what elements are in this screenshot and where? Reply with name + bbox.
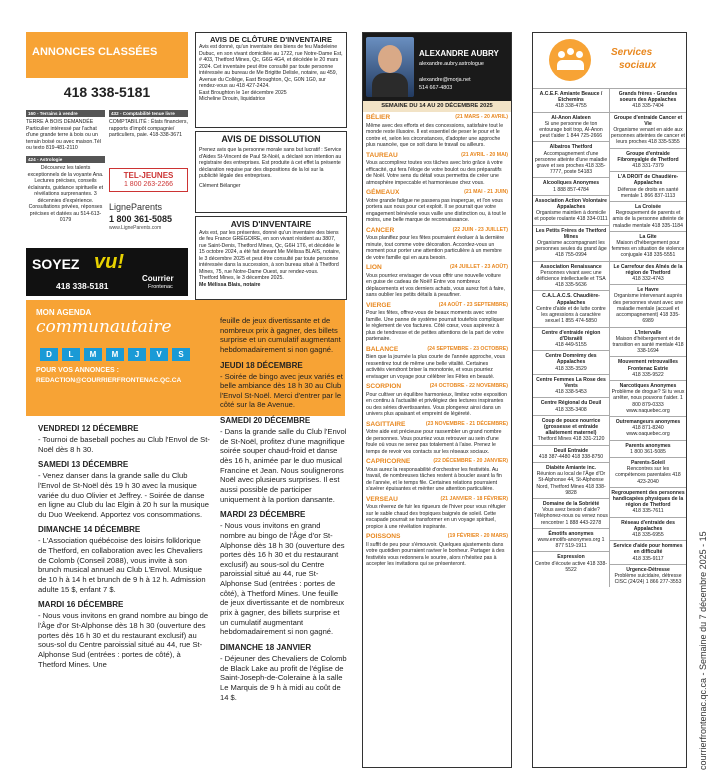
- service-item: [610, 541, 686, 565]
- sign-entry: [366, 227, 508, 262]
- notice-inventaire-title: AVIS D'INVENTAIRE: [230, 219, 312, 229]
- sign-entry: [366, 114, 508, 149]
- sign-entry: [366, 302, 508, 343]
- sign-name: BALANCE: [366, 345, 399, 353]
- service-body: 418 449-5155: [555, 341, 587, 348]
- sign-date: (21 JANVIER - 18 FÉVRIER): [440, 495, 508, 502]
- service-body: 418 335-7404: [632, 103, 664, 110]
- soyez-text: SOYEZ: [32, 256, 80, 272]
- services-title-1: Services: [611, 47, 653, 58]
- service-item: [533, 375, 609, 399]
- agenda-column-1: [38, 418, 210, 768]
- service-item: [533, 262, 609, 292]
- sign-text: Même avec des efforts et des concessions, satisfaire tout le monde reste illusoire. Il est essentiel de peser le pour et le contre et, selon les circonstances, d'adopter une approche plus nuancée, que ce soit dans le travail ou ailleurs.: [366, 122, 504, 149]
- service-item: [533, 328, 609, 352]
- agenda-event: - Soirée de bingo avec jeux variés et belle ambiance dès 18 h 30 au Club l'Envol St-Noël. Merci d'entrer par le côté sur la 8e Avenue.: [220, 371, 343, 410]
- sign-name: POISSONS: [366, 533, 401, 541]
- category-432-text: COMPTABILITÉ : États financiers, rapports d'impôt compagnie/ particuliers, paie. 418-338-3671: [109, 119, 188, 139]
- service-body: 418 335-9117: [632, 555, 664, 562]
- service-title: Narcotiques Anonymes: [619, 382, 677, 389]
- service-body: 418 332-4743: [632, 276, 664, 283]
- weekday-s: S: [172, 348, 190, 361]
- service-item: [610, 202, 686, 232]
- agenda-event: - L'Association québécoise des loisirs folklorique de Thetford, en collaboration avec les Chevaliers de Colomb (Conseil 2088), vous invite à son brunch musical annuel au Club L'Envol. Musique de 10 h à 14 h et brunch de 9 h à 12 h. Admission adulte 15 $, enfant 7 $.: [38, 536, 206, 594]
- notice-inventaire-date: Thetford Mines, le 3 décembre 2025.: [199, 275, 284, 282]
- sign-text: Vous aurez la responsabilité d'orchestrer les festivités. Au travail, de nombreuses tâches restent à boucler avant la fin de l'année, et le temps file. Certaines relations pourraient s'avérer épuisantes et mériter une attention particulière.: [366, 466, 502, 493]
- service-item: [610, 441, 686, 458]
- sign-date: (24 AOÛT - 23 SEPTEMBRE): [438, 301, 508, 308]
- service-body: 1 888 857-4784: [553, 186, 589, 193]
- notice-cloture-sign: Micheline Drouin, liquidatrice: [199, 96, 266, 103]
- service-title: Diabète Amiante inc.: [546, 464, 596, 471]
- services-section: [532, 32, 687, 768]
- service-item: [610, 488, 686, 518]
- sign-text: Pour cultiver un équilibre harmonieux, limitez votre exposition en continu à l'actualité et privilégiez des lectures inspirantes ou des séries divertissantes. Vous plongerez ainsi dans un univers plus apaisant et empreint de légèreté.: [366, 391, 507, 418]
- service-item: [533, 529, 609, 553]
- service-item: [610, 113, 686, 149]
- sign-date: (23 NOVEMBRE - 21 DÉCEMBRE): [425, 420, 508, 427]
- service-title: Association Renaissance: [540, 263, 602, 270]
- service-title: Coup de pouce nourrice (grossesse et entraide allaitement maternel): [541, 417, 601, 437]
- agenda-date: SAMEDI 20 DÉCEMBRE: [220, 416, 311, 426]
- horoscope-list: [363, 112, 511, 570]
- service-body: 418 335-9522: [632, 371, 664, 378]
- category-432-label: 432 - Comptabilité tenue livre: [109, 110, 188, 118]
- sign-date: (22 DÉCEMBRE - 20 JANVIER): [433, 458, 508, 465]
- service-title: Urgence-Détresse: [626, 566, 670, 573]
- service-body: 418 387-4480 418 338-8750: [538, 453, 604, 460]
- service-item: [610, 262, 686, 286]
- service-body: 418 338-5453: [555, 389, 587, 396]
- service-item: [533, 196, 609, 226]
- astrologer-name: ALEXANDRE AUBRY: [419, 49, 499, 58]
- service-body: Organisme maintien à domicile et popote roulante 418 334-0111: [534, 210, 608, 223]
- service-item: [533, 463, 609, 499]
- service-title: L'Intervalle: [634, 329, 662, 336]
- sign-name: BÉLIER: [366, 114, 391, 122]
- tel-jeunes-title: TEL-JEUNES: [123, 170, 174, 180]
- sign-date: (21 AVRIL - 20 MAI): [461, 151, 508, 158]
- tel-jeunes-box: [109, 168, 188, 193]
- notice-inventaire: [195, 216, 347, 300]
- sign-name: CANCER: [366, 226, 395, 234]
- agenda-date: VENDREDI 12 DÉCEMBRE: [38, 424, 139, 433]
- agenda-email[interactable]: REDACTION@COURRIERFRONTENAC.QC.CA: [36, 377, 182, 384]
- weekday-l: L: [62, 348, 80, 361]
- service-item: [533, 142, 609, 178]
- service-title: Groupe d'entraide Fibromyalgie de Thetford: [617, 150, 679, 163]
- service-title: Centre d'entraide région d'Disraëli: [541, 329, 601, 342]
- agenda-event: - Venez danser dans la grande salle du Club l'Envol de St-Noël dès 19 h 30 avec la musique variée du duo Olivier et Jeffrey. - Soirée de danse en ligne au Club du lac Elgin à 20 h sur la musique du Duo Weekend. Apportez vos consommations.: [38, 471, 209, 519]
- service-title: Outremangeurs anonymes: [615, 418, 681, 425]
- service-title: Expression: [557, 554, 585, 561]
- service-item: [533, 398, 609, 415]
- notice-dissolution-title: AVIS DE DISSOLUTION: [221, 134, 321, 144]
- category-160-label: 160 - Terrains à vendre: [26, 110, 105, 118]
- service-item: [610, 518, 686, 542]
- service-item: [533, 226, 609, 262]
- service-body: Thetford Mines 418 331-2120: [537, 436, 605, 443]
- service-item: [610, 565, 686, 588]
- service-title: Parents anonymes: [625, 442, 671, 449]
- ligneparents-url: www.LigneParents.com: [109, 224, 162, 231]
- sign-date: (24 JUILLET - 23 AOÛT): [449, 264, 508, 271]
- agenda-event: - Nous vous invitons en grand nombre au bingo de l'Âge d'or St-Alphonse dès 18 h 30 (ouverture des portes dès 16 h 30 et du restaurant exclusif) au sous-sol du Centre paroissial situé au 44, rue St-Alphonse Sud (entrées : portes de côté), à Thetford Mines. Une feuille de jeux divertissante et de nombreux prix à gagner, des billets surprise et un cumulatif augmentant hebdomadairement si non gagné.: [220, 521, 345, 637]
- service-body: Centre d'écoute active 418 338-5522: [534, 560, 608, 573]
- sign-text: Vous pourriez envisager de vous offrir une nouvelle voiture en guise de cadeau de Noël! Entre vos nombreux déplacements et vos derniers achats, vous aurez fort à faire, sans oublier les petits détails à peaufiner.: [366, 272, 505, 299]
- classifieds-phone: 418 338-5181: [63, 84, 151, 100]
- service-title: C.A.L.A.C.S. Chaudière-Appalaches: [542, 293, 600, 306]
- service-item: [533, 416, 609, 446]
- services-title-2: sociaux: [619, 60, 657, 71]
- service-body: Organisme accompagnant les personnes seules du grand âge 418 755-0994: [535, 240, 607, 259]
- service-title: Groupe d'entraide Cancer et Vie: [613, 114, 683, 127]
- category-424-label: 424 - Astrologie: [26, 156, 105, 164]
- service-item: [610, 285, 686, 327]
- astrologer-email: alexandre@morja.net: [419, 77, 471, 83]
- astrologer-handle: alexandre.aubry.astrologue: [419, 61, 484, 67]
- service-title: Centre Femmes La Rose des Vents: [536, 376, 606, 389]
- service-item: [533, 178, 609, 195]
- service-title: Le Havre: [637, 287, 659, 294]
- notice-cloture-text: Avis est donné, qu'un inventaire des biens de feu Madeleine Dubuc, en son vivant domiciliée au 1722, rue Notre-Dame Est, # 403, Thetford Mines, Qc, G6G 4G4, et décédée le 20 mars 2024. Cet inventaire peut être consulté par toute personne intéressée au bureau de Me Brigitte Delisle, notaire, au 459, Avenue du Collège, East Broughton, Qc, G0N 1G0, sur rendez-vous au 418 427-2424.: [199, 44, 343, 90]
- service-body: Problème suicidaire, détresse CISC (24/24) 1 866 277-3553: [614, 573, 682, 586]
- weekday-v: V: [150, 348, 168, 361]
- service-body: Réunion au local de l'Âge d'Or St-Alphonse 44, St-Alphonse Nord, Thetford Mines 418 338-9828: [536, 471, 606, 496]
- vu-text: vu!: [94, 251, 124, 273]
- courrier-sub: Frontenac: [148, 284, 173, 290]
- agenda-event: - Déjeuner des Chevaliers de Colomb de Black Lake au profit de l'église de Saint-Joseph-de-Coleraine à la salle Le Marquis de 9 h à midi au coût de 14 $.: [220, 653, 347, 702]
- sign-text: Vous rêverez de fuir les rigueurs de l'hiver pour vous réfugier sur le sable chaud des tropiques baignés de soleil. Cette escapade pourrait se transformer en un voyage spirituel, propice à une révélation inspirante.: [366, 504, 506, 530]
- service-body: 418 335-7611: [632, 508, 664, 515]
- service-body: Problème de drogue? Si tu veux arrêter, nous pouvons t'aider. 1 800 879-0333 www.naquebec.org: [611, 389, 685, 414]
- service-item: [610, 381, 686, 417]
- services-right-list: [610, 89, 686, 587]
- agenda-title-top: MON AGENDA: [36, 308, 92, 317]
- service-title: Mouvement retrouvailles Frontenac Estrie: [617, 359, 678, 372]
- category-424-text: Découvrez les talents exceptionnels de la voyante Ana. Lectures précises, conseils éclairants, guidance spirituelle et révélations surprenantes. 3 décennies d'expérience. Consultations privées, réponses précises et datées au 514-613-0179: [27, 165, 104, 224]
- ligneparents-phone: 1 800 361-5085: [109, 213, 173, 224]
- service-title: Association Action Volontaire Appalaches: [535, 197, 607, 211]
- sign-entry: [366, 264, 508, 299]
- sign-entry: [366, 383, 508, 418]
- agenda-pour-vos: POUR VOS ANNONCES :: [36, 367, 119, 374]
- notice-inventaire-text: Avis est, par les présentes, donné qu'un inventaire des biens de feu France GRÉGOIRE, en son vivant résident au 3807, rue Saint-Denis, Thetford Mines, Qc, G6H 1T6, et décédée le 15 octobre 2024, a été fait devant Me Mélissa BLAIS, notaire, le 3 décembre 2025 et peut être consulté par toute personne intéressée dans la succession, à son bureau situé à Thetford Mines, 75, rue Notre-Dame Ouest, sur rendez-vous.: [199, 229, 341, 275]
- horoscope-header: [363, 33, 511, 101]
- sign-text: Votre grande fatigue ne passera pas inaperçue, et l'on vous portera aux nous pour cet exploit. Il se pourrait que votre engagement bénévole vous vaille une distinction ou, à tout le moins, une belle marque de reconnaissance.: [366, 197, 507, 224]
- agenda-date: JEUDI 18 DÉCEMBRE: [220, 360, 303, 370]
- agenda-title-main: communautaire: [36, 317, 172, 337]
- notice-dissolution-text: Prenez avis que la personne morale sans but lucratif : Service d'Aides St-Vincent de Paul St-Noël, a déclaré son intention au registraire des entreprises. Est produite à cet effet la présente déclaration requise par des dispositions de la loi sur la publicité légale des entreprises.: [199, 147, 342, 180]
- agenda-date: SAMEDI 13 DÉCEMBRE: [38, 460, 129, 470]
- service-title: Regroupement des personnes handicapées physiques de la région de Thetford: [611, 489, 685, 509]
- service-item: [533, 113, 609, 143]
- service-item: [610, 357, 686, 381]
- agenda-weekday-row: [40, 348, 190, 361]
- service-body: 418 871-8240 www.oaquebec.org: [626, 425, 670, 438]
- service-body: Maison d'hébergement pour femmes en situation de violence conjugale 418 335-5551: [611, 240, 685, 259]
- service-item: [533, 446, 609, 463]
- soyez-vu-banner: [26, 248, 188, 296]
- sign-name: TAUREAU: [366, 151, 398, 159]
- sign-entry: [366, 421, 508, 456]
- agenda-date: DIMANCHE 14 DÉCEMBRE: [38, 525, 141, 535]
- service-body: www.emotifs-anonymes.org 1 877 519-1911: [537, 536, 605, 550]
- service-title: L'A DROIT de Chaudière-Appalaches: [617, 174, 679, 187]
- service-title: Grands frères - Grandes soeurs des Appalaches: [618, 91, 678, 104]
- service-item: [610, 89, 686, 113]
- service-body: Personnes vivant avec une déficience intellectuelle et TSA 418 335-5636: [536, 269, 606, 289]
- service-title: Centre Régional du Deuil: [540, 400, 602, 407]
- astrologer-phone: 514 667-4803: [419, 85, 453, 91]
- service-body: 418 335-3529: [555, 365, 587, 372]
- service-title: Albatros Thetford: [549, 144, 593, 151]
- service-item: [533, 291, 609, 327]
- weekday-m2: M: [106, 348, 124, 361]
- astrologer-avatar: [366, 37, 414, 97]
- sign-date: (24 SEPTEMBRE - 23 OCTOBRE): [427, 345, 508, 352]
- notice-cloture-date: East Broughton le 1er décembre 2025: [199, 89, 287, 96]
- people-icon: [549, 39, 591, 81]
- sign-entry: [366, 152, 508, 187]
- service-item: [610, 232, 686, 262]
- agenda-column-2: [220, 316, 348, 768]
- sign-text: Bien que la journée la plus courte de l'année approche, vous ressentirez tout de même une belle vitalité. Certaines activités viendront briser la monotonie, et vous pourriez envisager un voyage pour célébrer les Fêtes en beauté.: [366, 354, 506, 380]
- service-body: Vous avez besoin d'aide? Téléphonez-nous ou venez nous rencontrer 1 888 443-2278: [534, 507, 608, 526]
- service-body: 418 335-3408: [555, 406, 587, 413]
- sign-date: (22 JUIN - 23 JUILLET): [452, 226, 508, 233]
- courrier-brand: Courrier: [142, 274, 174, 283]
- sign-name: SAGITTAIRE: [366, 420, 406, 428]
- service-body: 418 335-6955: [632, 531, 664, 538]
- service-title: Al-Anon Alateen: [551, 114, 591, 121]
- notice-cloture: [195, 32, 347, 128]
- category-160-text: TERRE À BOIS DEMANDÉE Particulier intéressé par l'achat d'une grande terre à bois ou un terrain boisé ou avec maison.Tél ou texto 819-481-2110: [26, 119, 101, 152]
- horoscope-section: [362, 32, 512, 768]
- notice-cloture-title: AVIS DE CLÔTURE D'INVENTAIRE: [210, 35, 332, 44]
- sign-entry: [366, 496, 508, 531]
- notice-dissolution-sign: Clément Bélanger: [199, 182, 241, 189]
- sign-entry: [366, 189, 508, 224]
- agenda-date: MARDI 23 DÉCEMBRE: [220, 510, 306, 520]
- service-title: Deuil Entraide: [553, 447, 589, 454]
- notice-dissolution: [195, 131, 347, 213]
- service-item: [610, 149, 686, 173]
- service-title: Les Petits Frères de Thetford Mines: [535, 227, 607, 240]
- sign-text: Vous accomplirez toutes vos tâches avec brio grâce à votre efficacité, qui fera l'éloge de votre boulot ou des préparatifs de Noël. Votre sens du détail vous permettra de créer une atmosphère impeccable et harmonieuse chez vous.: [366, 160, 503, 186]
- service-item: [610, 458, 686, 488]
- horoscope-week: SEMAINE DU 14 AU 20 DÉCEMBRE 2025: [363, 101, 511, 112]
- agenda-event: - Tournoi de baseball poches au Club l'Envol de St-Noël dès 8 h 30.: [38, 435, 210, 454]
- service-title: Alcooliques Anonymes: [542, 180, 600, 187]
- service-body: Accompagnement d'une personne atteinte d'une maladie grave et ses proches 418 335-7777, poste 54183: [534, 150, 608, 176]
- services-left-list: [533, 89, 610, 587]
- agenda-continuation: feuille de jeux divertissante et de nombreux prix à gagner, des billets surprise et un cumulatif augmentant hebdomadairement si non gagné.: [220, 316, 341, 354]
- classifieds-title: ANNONCES CLASSÉES: [32, 46, 158, 58]
- service-title: Service d'aide pour hommes en difficulté: [613, 543, 683, 556]
- soyez-phone: 418 338-5181: [56, 281, 109, 291]
- sign-name: CAPRICORNE: [366, 458, 411, 466]
- sign-entry: [366, 346, 508, 381]
- ligneparents-box: [109, 202, 188, 231]
- sign-date: (19 FÉVRIER - 20 MARS): [447, 533, 508, 540]
- sign-date: (24 OCTOBRE - 22 NOVEMBRE): [429, 383, 508, 390]
- sign-name: SCORPION: [366, 383, 402, 391]
- service-title: Le Carrefour des Aînés de la région de Thetford: [613, 263, 683, 276]
- service-item: [533, 89, 609, 113]
- sign-text: Vous planifiez pour les fêtes pourraient évoluer à la dernière minute, tout comme votre décoration. Accordez-vous un moment pour porter une attention particulière à un membre de votre famille qui en aura besoin.: [366, 235, 505, 261]
- service-body: 418 338-4755: [555, 103, 587, 110]
- service-body: Si une personne de ton entourage boit trop, Al-Anon peut t'aider 1 844 725-2666: [539, 120, 603, 140]
- service-title: Réseau d'entraide des Appalaches: [621, 519, 675, 532]
- classifieds-header: [26, 32, 188, 78]
- service-title: A.C.E.F. Amiante Beauce / Etchemins: [539, 91, 603, 104]
- service-body: 418 331-7379: [632, 163, 664, 170]
- service-body: Maison d'hébergement et de transition en santé mentale 418 338-1694: [612, 335, 684, 355]
- agenda-event: - Dans la grande salle du Club l'Envol de St-Noël, profitez d'une magnifique soirée souper chaud-froid et danse dès 16 h, animée par le duo musical Francine et Jean. Nous soulignerons Noël avec plusieurs surprises. Il est aussi possible de participer uniquement à la portion dansante.: [220, 427, 347, 504]
- tel-jeunes-phone: 1 800 263-2266: [123, 180, 174, 188]
- weekday-j: J: [128, 348, 146, 361]
- service-item: [533, 552, 609, 575]
- service-body: Organisme venant en aide aux personnes atteintes de cancer et leurs proches 418 335-5355: [611, 127, 685, 146]
- service-item: [610, 172, 686, 202]
- weekday-m1: M: [84, 348, 102, 361]
- service-title: La Gîte: [639, 233, 657, 240]
- service-title: Émotifs anonymes: [548, 530, 594, 537]
- sign-entry: [366, 533, 508, 568]
- service-body: Organisme intervenant auprès des personnes vivant avec une maladie mentale (accueil et accompagnement) 418 335-6989: [612, 293, 684, 325]
- sign-name: VERSEAU: [366, 495, 398, 503]
- agenda-event: - Nous vous invitons en grand nombre au bingo de l'Âge d'or St-Alphonse dès 18 h 30 (ouverture des portes dès 16 h 30 et du restaurant exclusif) au sous-sol du Centre paroissial situé au 44, rue St-Alphonse Sud (entrées : portes de côté), à Thetford Mines. Une: [38, 611, 209, 669]
- service-body: Centre d'aide et de lutte contre les agressions à caractère sexuel 1 855 474-5850: [536, 305, 606, 325]
- service-title: Parents-Soleil: [631, 459, 665, 466]
- agenda-date: DIMANCHE 18 JANVIER: [220, 642, 312, 652]
- sign-text: Pour les fêtes, offrez-vous de beaux moments avec votre famille. Une panne de système pourrait toutefois compliquer le règlement de vos factures. Côté cœur, vous aspirerez à plus de tendresse et de petites attentions de la part de votre partenaire.: [366, 310, 505, 343]
- sign-date: (21 MAI - 21 JUIN): [464, 189, 508, 196]
- service-title: Centre Domrémy des Appalaches: [545, 353, 597, 366]
- service-title: Domaine de la Sobriété: [542, 500, 600, 507]
- notice-inventaire-sign: Me Mélissa Blais, notaire: [199, 281, 261, 288]
- agenda-date: MARDI 16 DÉCEMBRE: [38, 600, 124, 610]
- sign-date: (21 MARS - 20 AVRIL): [455, 114, 508, 121]
- vertical-footer: courrierfrontenac.qc.ca - Semaine du 7 décembre 2025 - 15: [698, 531, 708, 770]
- service-item: [533, 499, 609, 529]
- weekday-d: D: [40, 348, 58, 361]
- service-title: La Croisée: [634, 204, 662, 211]
- service-body: Défense de droits en santé mentale 1 866 837-1113: [617, 186, 679, 199]
- sign-name: VIERGE: [366, 301, 391, 309]
- service-body: Regroupement de parents et amis de la personne atteinte de maladie mentale 418 335-1184: [612, 210, 684, 229]
- sign-text: Il suffit de peu pour s'émouvoir. Quelques ajustements dans votre quotidien pourraient raviver le bonheur. Partager à des festivités vous redonnera le sourire, alors n'hésitez pas à accepter les invitations qui se présenteront.: [366, 541, 505, 568]
- sign-entry: [366, 458, 508, 493]
- services-header: [533, 33, 686, 89]
- service-item: [610, 417, 686, 441]
- service-body: Rencontres sur les compétences parentales 418 423-2040: [615, 466, 681, 485]
- service-item: [610, 328, 686, 358]
- sign-name: LION: [366, 264, 382, 272]
- sign-name: GÉMEAUX: [366, 189, 400, 197]
- service-item: [533, 351, 609, 375]
- ligneparents-title: LigneParents: [109, 202, 163, 213]
- sign-text: Votre aide est précieuse pour rassembler un grand nombre de personnes. Vous pourriez vous retrouver au sein d'une foule où vous ne serez pas totalement à l'aise. Prenez le temps de revoir vos contacts sur les réseaux sociaux.: [366, 429, 502, 455]
- service-body: 1 800 361-5085: [630, 448, 666, 455]
